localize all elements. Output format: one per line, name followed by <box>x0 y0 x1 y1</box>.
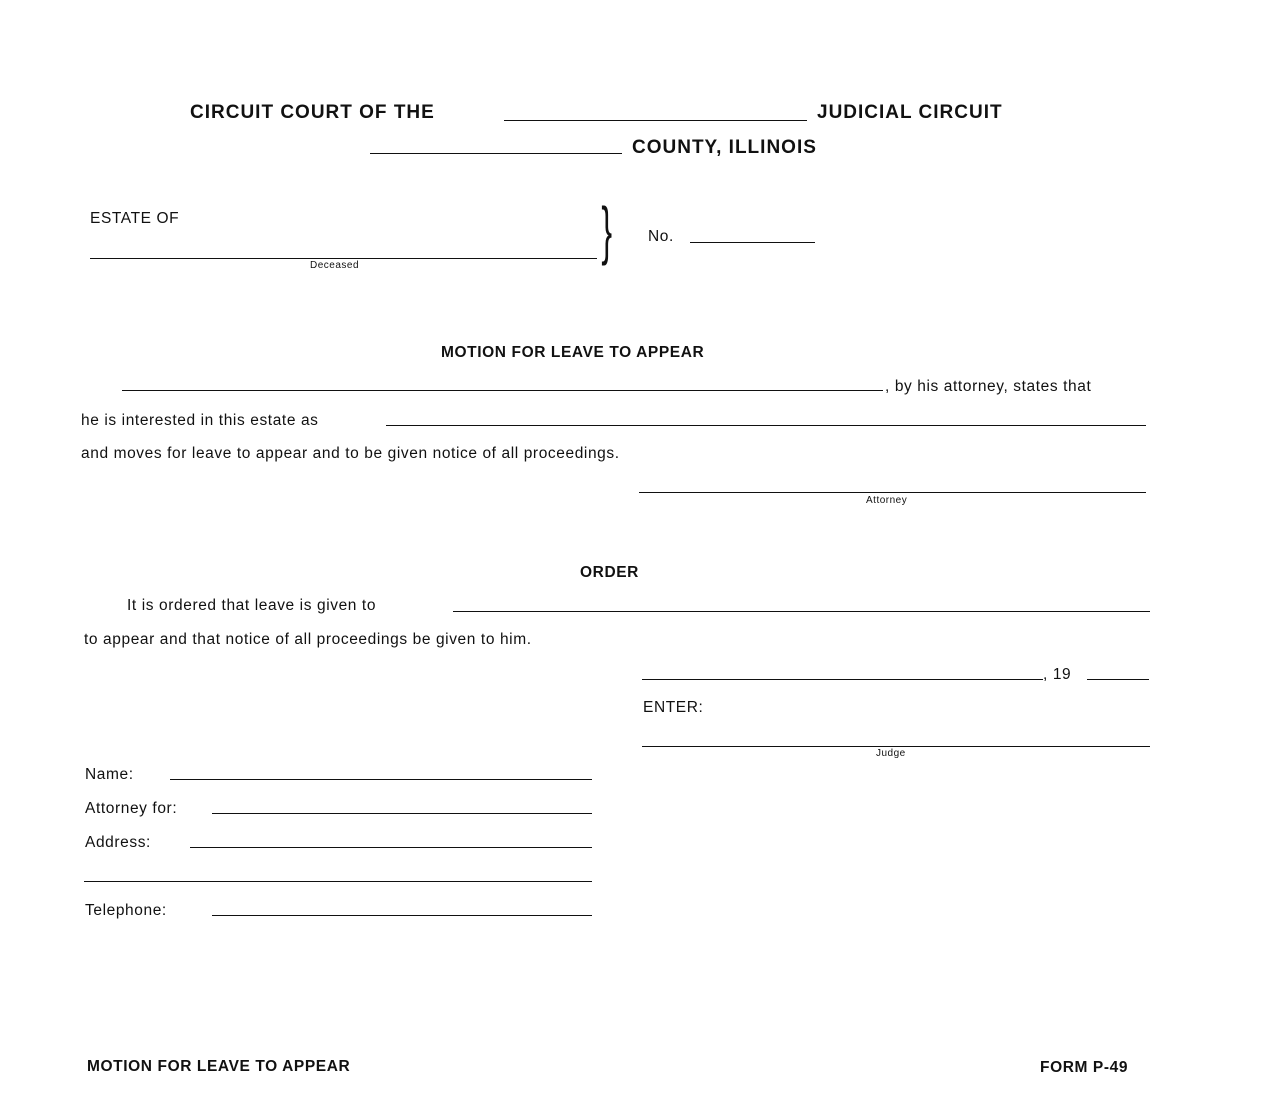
county-blank[interactable] <box>370 153 622 154</box>
motion-title: MOTION FOR LEAVE TO APPEAR <box>441 344 705 361</box>
name-label: Name: <box>85 766 134 783</box>
case-number-blank[interactable] <box>690 242 815 243</box>
attorney-label: Attorney <box>866 495 908 506</box>
attorney-signature-blank[interactable] <box>639 492 1146 493</box>
case-no-label: No. <box>648 228 674 245</box>
court-title-prefix: CIRCUIT COURT OF THE <box>190 102 435 123</box>
caption-brace: } <box>601 194 613 266</box>
name-blank[interactable] <box>170 779 592 780</box>
deceased-label: Deceased <box>310 260 360 271</box>
attorney-for-blank[interactable] <box>212 813 592 814</box>
order-line2-text: to appear and that notice of all proceedings be given to him. <box>84 631 532 648</box>
judge-signature-blank[interactable] <box>642 746 1150 747</box>
year-prefix: , 19 <box>1043 666 1072 683</box>
leave-given-to-blank[interactable] <box>453 611 1150 612</box>
motion-line2-text: he is interested in this estate as <box>81 412 319 429</box>
judicial-circuit-blank[interactable] <box>504 120 807 121</box>
year-blank[interactable] <box>1087 679 1149 680</box>
decedent-name-blank[interactable] <box>90 258 597 259</box>
order-title: ORDER <box>580 564 639 581</box>
telephone-label: Telephone: <box>85 902 167 919</box>
address-label: Address: <box>85 834 151 851</box>
footer-form-title: MOTION FOR LEAVE TO APPEAR <box>87 1058 351 1075</box>
motion-line1-text: , by his attorney, states that <box>885 378 1092 395</box>
enter-label: ENTER: <box>643 699 704 716</box>
order-line1-text: It is ordered that leave is given to <box>127 597 377 614</box>
movant-name-blank[interactable] <box>122 390 883 391</box>
address-line2-blank[interactable] <box>84 881 592 882</box>
court-title-suffix: JUDICIAL CIRCUIT <box>817 102 1003 123</box>
order-date-blank[interactable] <box>642 679 1043 680</box>
footer-form-number: FORM P-49 <box>1040 1059 1129 1076</box>
judge-label: Judge <box>876 748 906 759</box>
estate-of-label: ESTATE OF <box>90 210 180 227</box>
attorney-for-label: Attorney for: <box>85 800 178 817</box>
telephone-blank[interactable] <box>212 915 592 916</box>
interest-blank[interactable] <box>386 425 1146 426</box>
address-blank[interactable] <box>190 847 592 848</box>
county-label: COUNTY, ILLINOIS <box>632 137 817 158</box>
motion-line3-text: and moves for leave to appear and to be given notice of all proceedings. <box>81 445 620 462</box>
